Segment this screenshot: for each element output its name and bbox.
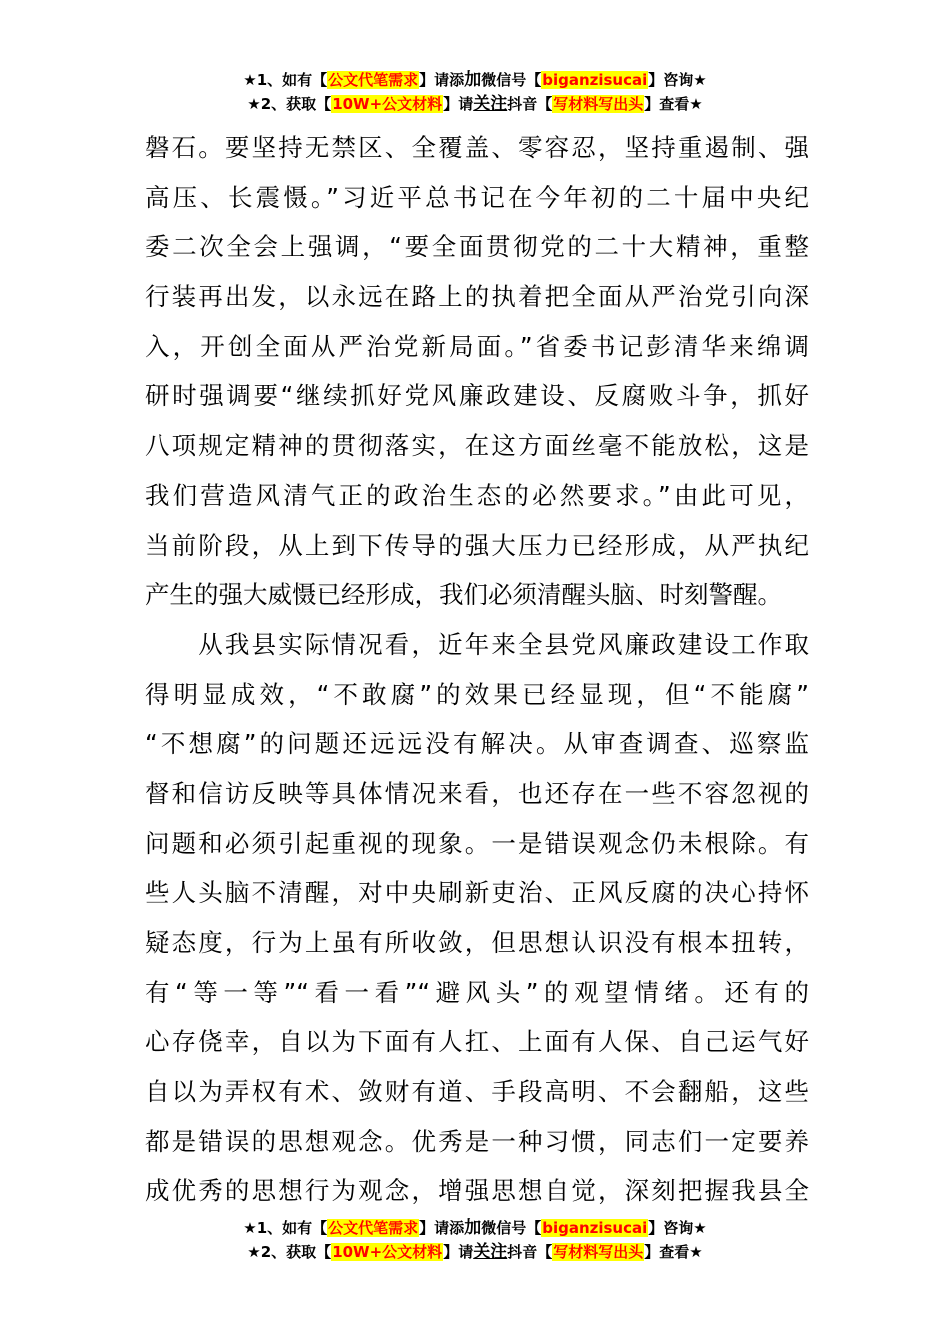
banner-text: 】请 [443, 95, 474, 113]
highlight-materials: 10W+公文材料 [332, 95, 443, 113]
text-line: 研时强调要“继续抓好党风廉政建设、反腐败斗争，抓好 [145, 381, 809, 411]
text-line: 得明显成效，“不敢腐”的效果已经显现，但“不能腐” [145, 679, 809, 709]
banner-emphasis: 关注 [473, 1242, 508, 1262]
text-line: 行装再出发，以永远在路上的执着把全面从严治党引向深 [145, 282, 809, 312]
text-line: 些人头脑不清醒，对中央刷新吏治、正风反腐的决心持怀 [145, 878, 809, 908]
banner-emphasis: 加 [464, 1218, 482, 1238]
text-line: 八项规定精神的贯彻落实，在这方面丝毫不能放松，这是 [145, 431, 809, 461]
banner-line-1 [0, 68, 950, 92]
text-line: 我们营造风清气正的政治生态的必然要求。”由此可见， [145, 480, 809, 510]
highlight-douyin: 写材料写出头 [553, 1243, 644, 1261]
header-banner [0, 68, 950, 116]
text-line: 成优秀的思想行为观念，增强思想自觉，深刻把握我县全 [145, 1176, 809, 1206]
banner-line-2 [0, 92, 950, 116]
text-line: “不想腐”的问题还远远没有解决。从审查调查、巡察监 [145, 729, 809, 759]
banner-text: 抖音【 [507, 1243, 553, 1261]
banner-text: ★1、如有【 [243, 1219, 328, 1237]
banner-text: 】查看★ [644, 95, 703, 113]
text-line: 自以为弄权有术、敛财有道、手段高明、不会翻船，这些 [145, 1077, 809, 1107]
highlight-materials: 10W+公文材料 [332, 1243, 443, 1261]
banner-text: 】请添 [419, 1219, 465, 1237]
text-line: 产生的强大威慑已经形成，我们必须清醒头脑、时刻警醒。 [145, 580, 782, 610]
banner-text: 】咨询★ [648, 71, 707, 89]
banner-line-1 [0, 1216, 950, 1240]
banner-emphasis: 加 [464, 70, 482, 90]
paragraph-first-line: 从我县实际情况看，近年来全县党风廉政建设工作取 [145, 629, 809, 659]
text-line: 高压、长震慑。”习近平总书记在今年初的二十届中央纪 [145, 182, 809, 212]
highlight-wechat-id: biganzisucai [542, 1219, 648, 1237]
banner-text: ★2、获取【 [247, 95, 332, 113]
banner-text: 微信号【 [481, 71, 542, 89]
highlight-wechat-id: biganzisucai [542, 71, 648, 89]
banner-text: ★2、获取【 [247, 1243, 332, 1261]
text-line: 当前阶段，从上到下传导的强大压力已经形成，从严执纪 [145, 530, 809, 560]
text-line: 入，开创全面从严治党新局面。”省委书记彭清华来绵调 [145, 331, 809, 361]
banner-text: 】查看★ [644, 1243, 703, 1261]
text-line: 磐石。要坚持无禁区、全覆盖、零容忍，坚持重遏制、强 [145, 133, 809, 162]
document-body [145, 123, 809, 1216]
text-line: 疑态度，行为上虽有所收敛，但思想认识没有根本扭转， [145, 928, 809, 957]
banner-text: 抖音【 [507, 95, 553, 113]
text-line: 心存侥幸，自以为下面有人扛、上面有人保、自己运气好 [145, 1027, 809, 1057]
banner-text: ★1、如有【 [243, 71, 328, 89]
text-line: 问题和必须引起重视的现象。一是错误观念仍未根除。有 [145, 828, 809, 858]
banner-text: 微信号【 [481, 1219, 542, 1237]
highlight-douyin: 写材料写出头 [553, 95, 644, 113]
highlight-service: 公文代笔需求 [328, 71, 419, 89]
banner-text: 】请添 [419, 71, 465, 89]
text-line: 督和信访反映等具体情况来看，也还存在一些不容忽视的 [145, 778, 809, 808]
banner-text: 】咨询★ [648, 1219, 707, 1237]
banner-text: 】请 [443, 1243, 474, 1261]
banner-line-2 [0, 1240, 950, 1264]
footer-banner [0, 1216, 950, 1264]
banner-emphasis: 关注 [473, 94, 508, 114]
text-line: 都是错误的思想观念。优秀是一种习惯，同志们一定要养 [145, 1126, 809, 1156]
text-line: 委二次全会上强调，“要全面贯彻党的二十大精神，重整 [145, 232, 809, 262]
highlight-service: 公文代笔需求 [328, 1219, 419, 1237]
text-line: 有“等一等”“看一看”“避风头”的观望情绪。还有的 [145, 977, 809, 1007]
